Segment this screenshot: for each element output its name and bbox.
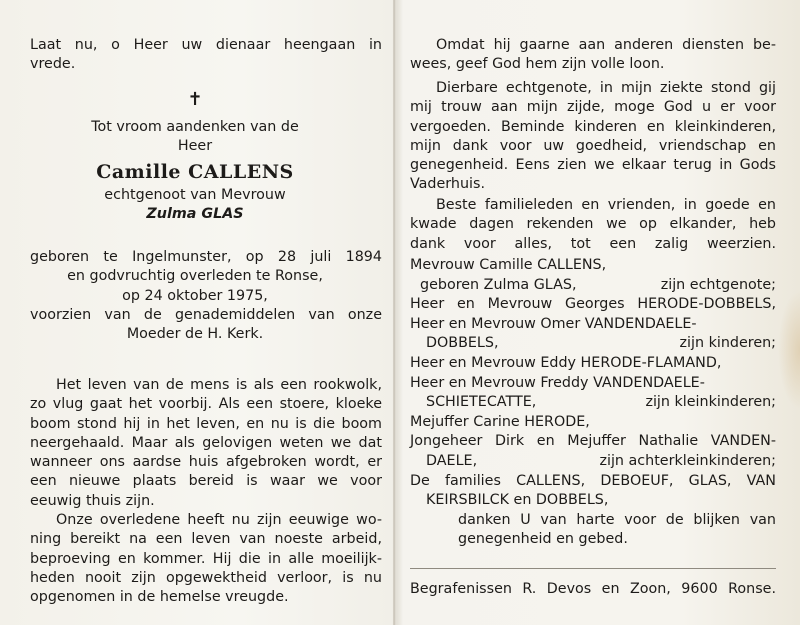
family-line: Mevrouw Camille CALLENS, (410, 257, 607, 273)
rp3-line: dank voor alles, tot een zalig weerzien. (410, 235, 776, 252)
rp3-line: Beste familieleden en vrienden, in goede en (436, 197, 776, 213)
right-paragraph-3 (410, 196, 776, 254)
family-line: Heer en Mevrouw Freddy VANDENDAELE- (410, 374, 705, 391)
verse-line-1: Laat nu, o Heer uw dienaar heengaan in (30, 37, 382, 53)
rp2-line: Dierbare echtgenote, in mijn ziekte stond gij (436, 80, 776, 96)
family-line (410, 334, 776, 354)
deceased-name (30, 160, 360, 183)
family-line: Mejuffer Carine HERODE, (410, 413, 590, 430)
family-line (410, 276, 776, 296)
cross-icon: ✝ (187, 89, 203, 110)
divider (410, 568, 776, 569)
p1-line: zo vlug gaat het voorbij. Als een stoere, kloeke (30, 396, 382, 413)
sacraments-line: voorzien van de genademiddelen van onze (30, 306, 382, 323)
family-line: Heer en Mevrouw Omer VANDENDAELE- (410, 315, 697, 332)
paragraph-2 (30, 511, 382, 607)
family-relation: zijn kinderen; (679, 335, 776, 352)
p1-line: wanneer ons aardse huis afgebroken wordt, er (30, 454, 382, 471)
undertaker-line: Begrafenissen R. Devos en Zoon, 9600 Ronse. (410, 581, 776, 597)
rp1-line: wees, geef God hem zijn volle loon. (410, 56, 665, 73)
family-list (410, 256, 776, 550)
family-name: SCHIETECATTE, (426, 394, 537, 411)
rp1-line: Omdat hij gaarne aan anderen diensten be- (436, 37, 776, 53)
family-line: Heer en Mevrouw Eddy HERODE-FLAMAND, (410, 354, 722, 371)
paper-stain (778, 290, 800, 410)
spouse-name: Zulma GLAS (146, 206, 244, 223)
right-paragraph-2 (410, 79, 776, 195)
p1-line: boom stond hij in het leven, en nu is die boom (30, 415, 382, 432)
family-name: geboren Zulma GLAS, (420, 276, 577, 293)
spouse-intro: echtgenoot van Mevrouw (104, 186, 286, 203)
family-name: DOBBELS, (426, 335, 499, 352)
rp2-line: mij trouw aan mijn zijde, moge God u er voor (410, 99, 776, 116)
p2-line: beproeving en kommer. Hij die in alle moeilijk- (30, 550, 382, 567)
p2-line: Onze overledene heeft nu zijn eeuwige wo- (56, 512, 382, 528)
died-date-line: op 24 oktober 1975, (122, 287, 268, 304)
rp2-line: vergoeden. Beminde kinderen en kleinkinderen, (410, 118, 776, 135)
announcement-block (30, 118, 360, 224)
family-line: De families CALLENS, DEBOEUF, GLAS, VAN (410, 472, 776, 489)
family-name: DAELE, (426, 452, 478, 469)
family-line (410, 393, 776, 413)
rp2-line: genegenheid. Eens zien we elkaar terug in Gods (410, 157, 776, 174)
family-relation: zijn kleinkinderen; (645, 394, 776, 411)
family-line: danken U van harte voor de blijken van (458, 511, 776, 528)
p1-line: neergehaald. Maar als gelovigen weten we dat (30, 434, 382, 451)
p1-line: een nieuwe plaats bereid is waar we voor (30, 473, 382, 490)
family-line: Heer en Mevrouw Georges HERODE-DOBBELS, (410, 296, 776, 313)
deceased-first-name: Camille (96, 160, 181, 183)
church-line: Moeder de H. Kerk. (126, 326, 264, 343)
memory-line: Tot vroom aandenken van de (91, 119, 299, 135)
rp3-line: kwade dagen rekenden we op elkander, heb (410, 216, 776, 233)
family-line: genegenheid en gebed. (458, 531, 628, 548)
deceased-last-name: CALLENS (188, 160, 294, 183)
p2-line: heden nooit zijn opgewektheid verloor, is nu (30, 569, 382, 586)
verse-line-2: vrede. (30, 56, 76, 73)
center-fold (393, 0, 396, 625)
p2-line: opgenomen in de hemelse vreugde. (30, 589, 289, 606)
p2-line: ning bereikt na een leven van noeste arbeid, (30, 531, 382, 548)
right-paragraph-1 (410, 36, 776, 75)
family-relation: zijn echtgenote; (660, 276, 776, 293)
family-line: KEIRSBILCK en DOBBELS, (426, 492, 609, 509)
heer-line: Heer (177, 138, 213, 155)
family-line (410, 452, 776, 472)
p1-line: eeuwig thuis zijn. (30, 492, 155, 509)
p1-line: Het leven van de mens is als een rookwolk, (56, 377, 382, 393)
family-relation: zijn achterkleinkinderen; (599, 452, 776, 469)
family-line: Jongeheer Dirk en Mejuffer Nathalie VANDEN- (410, 433, 776, 450)
verse (30, 36, 382, 75)
rp2-line: Vaderhuis. (410, 176, 486, 193)
died-line: en godvruchtig overleden te Ronse, (67, 268, 323, 285)
life-dates-block (30, 248, 382, 344)
paragraph-1 (30, 376, 382, 511)
born-line: geboren te Ingelmunster, op 28 juli 1894 (30, 249, 382, 265)
rp2-line: mijn dank voor uw goedheid, vriendschap en (410, 137, 776, 154)
